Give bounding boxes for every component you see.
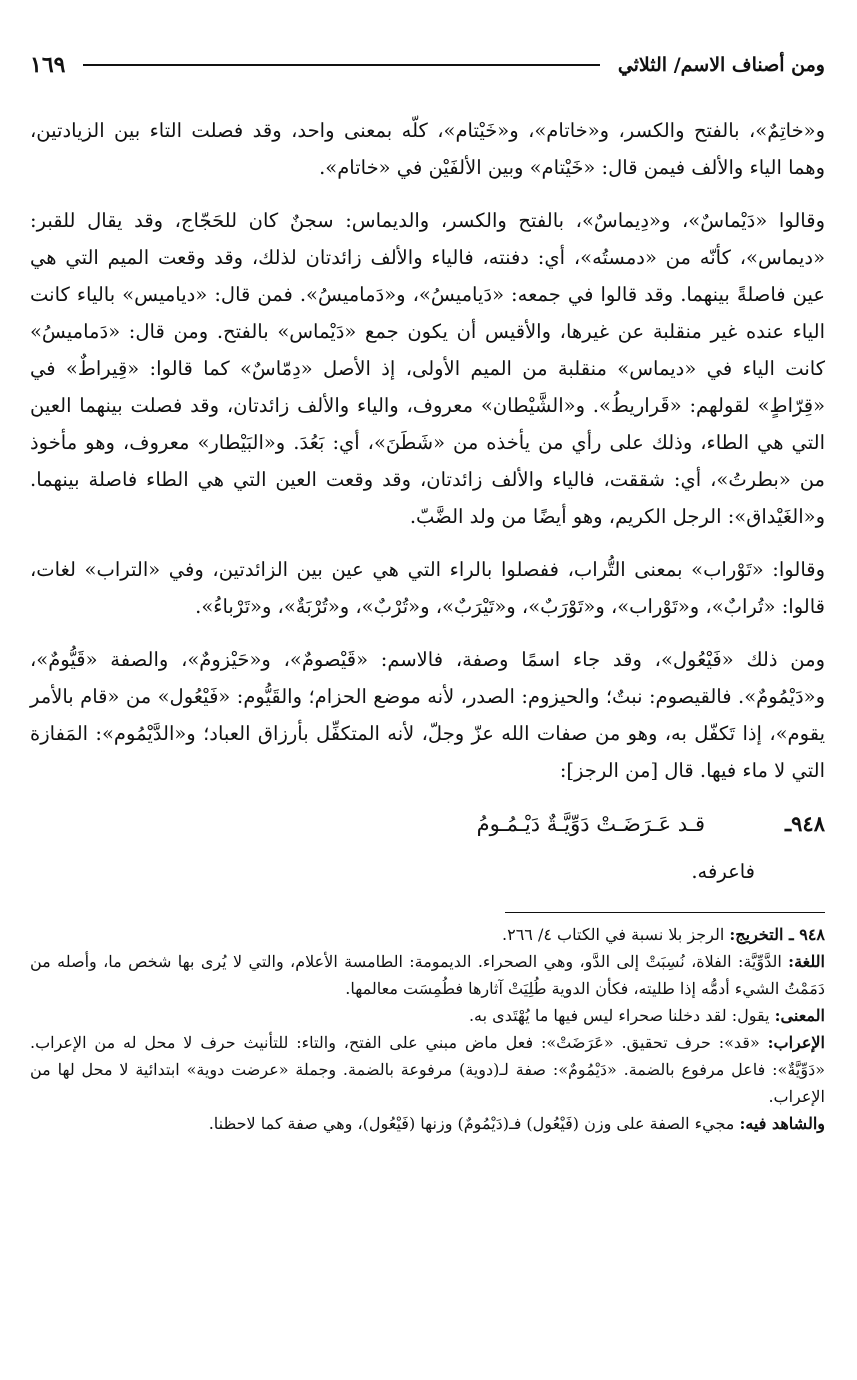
page-header	[30, 40, 825, 90]
footnote-line	[30, 1002, 825, 1029]
footnote-line	[30, 948, 825, 1002]
footnote-text: «قد»: حرف تحقيق. «عَرَضَتْ»: فعل ماض مبني على الفتح، والتاء: للتأنيث حرف لا محل له من الإعراب. «دَوِّيَّةٌ»: فاعل مرفوع بالضمة. «دَيْمُومٌ»: صفة لـ(دوية) مرفوعة بالضمة. وجملة «عرضت دوية» ابتدائية لا محل لها من الإعراب.	[30, 1033, 825, 1106]
paragraph: ومن ذلك «فَيْعُول»، وقد جاء اسمًا وصفة، فالاسم: «قَيْصومٌ»، و«حَيْزومٌ»، والصفة «قَيُّومٌ»، و«دَيْمُومٌ». فالقيصوم: نبتٌ؛ والحيزوم: الصدر، لأنه موضع الحزام؛ والقَيُّوم: «فَيْعُول» من «قام بالأمر يقوم»، إذا تَكفّل به، وهو من صفات الله عزّ وجلّ، لأنه المتكفِّل بأرزاق العباد؛ و«الدَّيْمُوم»: المَفازة التي لا ماء فيها. قال [من الرجز]:	[30, 648, 825, 782]
header-rule	[83, 64, 599, 66]
paragraph: و«خاتِمٌ»، بالفتح والكسر، و«خاتام»، و«خَيْتام»، كلّه بمعنى واحد، وقد فصلت التاء بين الزيادتين، وهما الياء والألف فيمن قال: «خَيْتام» وبين الألفَيْن في «خاتام».	[30, 119, 825, 179]
footnote-line	[30, 921, 825, 948]
paragraph: وقالوا «دَيْماسٌ»، و«دِيماسٌ»، بالفتح والكسر، والديماس: سجنٌ كان للحَجّاج، وقد يقال للقبر: «ديماس»، كأنّه من «دمستُه»، أي: دفنته، فالياء والألف زائدتان لذلك، وقد وقعت الميم التي هي عين فاصلةً بينهما. وقد قالوا في جمعه: «دَياميسُ»، و«دَماميسُ». فمن قال: «دياميس» بالياء كانت الياء عنده غير منقلبة عن غيرها، والأقيس أن يكون جمع «دَيْماس» بالفتح. ومن قال: «دَماميسُ» كانت الياء في «ديماس» منقلبة من الميم الأولى، إذ الأصل «دِمّاسٌ» كما قالوا: «قِيراطٌ» في «قِرّاطٍ» لقولهم: «قَراريطُ». و«الشَّيْطان» معروف، والياء والألف زائدتان، وقد فصلت بينهما العين التي هي الطاء، وذلك على رأي من يأخذه من «شَطَنَ»، أي: بَعُدَ. و«البَيْطار» معروف، وهو مأخوذ من «بطرتُ»، أي: شققت، فالياء والألف زائدتان، وقد وقعت العين التي هي الطاء فاصلة بينهما. و«الغَيْداق»: الرجل الكريم، وهو أيضًا من ولد الضَّبّ.	[30, 209, 825, 528]
main-text	[30, 112, 825, 890]
footnote-label: الإعراب:	[767, 1033, 825, 1052]
paragraph: وقالوا: «تَوْراب» بمعنى التُّراب، ففصلوا بالراء التي هي عين بين الزائدتين، وفي «التراب» لغات، قالوا: «تُرابٌ»، و«تَوْراب»، و«تَوْرَبٌ»، و«تَيْرَبٌ»، و«تُرْبٌ»، و«تُرْبَةٌ»، و«تَرْباءُ».	[30, 558, 825, 618]
page-number: ١٦٩	[30, 52, 66, 78]
poetry-verse	[30, 805, 825, 843]
footnote-text: مجيء الصفة على وزن (فَيْعُول) فـ(دَيْمُومٌ) وزنها (فَيْعُول)، وهي صفة كما لاحظنا.	[208, 1114, 740, 1133]
footnote-label: المعنى:	[774, 1006, 825, 1025]
verse-line: قـد عَـرَضَـتْ دَوِّيَّـةٌ دَيْـمُـومُ	[476, 812, 705, 836]
footnote-text: الدَّوِّيَّة: الفلاة، نُسِبَتْ إلى الدَّو، وهي الصحراء. الديمومة: الطامسة الأعلام، والتي لا يُرى بها شخص ما، وأصله من دَمَمْتُ الشيء أدمُّه إذا طليته، فكأن الدوية طُلِيَتْ آثارها فطُمِسَت معالمها.	[30, 952, 825, 998]
footnote-line	[30, 1110, 825, 1137]
footnote-divider	[505, 912, 825, 913]
verse-number: ٩٤٨ـ	[785, 811, 825, 836]
footnote-text: يقول: لقد دخلنا صحراء ليس فيها ما يُهْتَدى به.	[468, 1006, 775, 1025]
footnote-label: اللغة:	[788, 952, 825, 971]
footnotes	[30, 921, 825, 1137]
footnote-label: ٩٤٨ ـ التخريج:	[729, 925, 825, 944]
verse-continuation: فاعرفه.	[691, 860, 755, 883]
footnote-text: الرجز بلا نسبة في الكتاب ٤/ ٢٦٦.	[502, 925, 730, 944]
footnote-line	[30, 1029, 825, 1110]
book-page	[30, 40, 825, 1350]
running-title: ومن أصناف الاسم/ الثلاثي	[617, 54, 825, 76]
footnote-label: والشاهد فيه:	[739, 1114, 825, 1133]
